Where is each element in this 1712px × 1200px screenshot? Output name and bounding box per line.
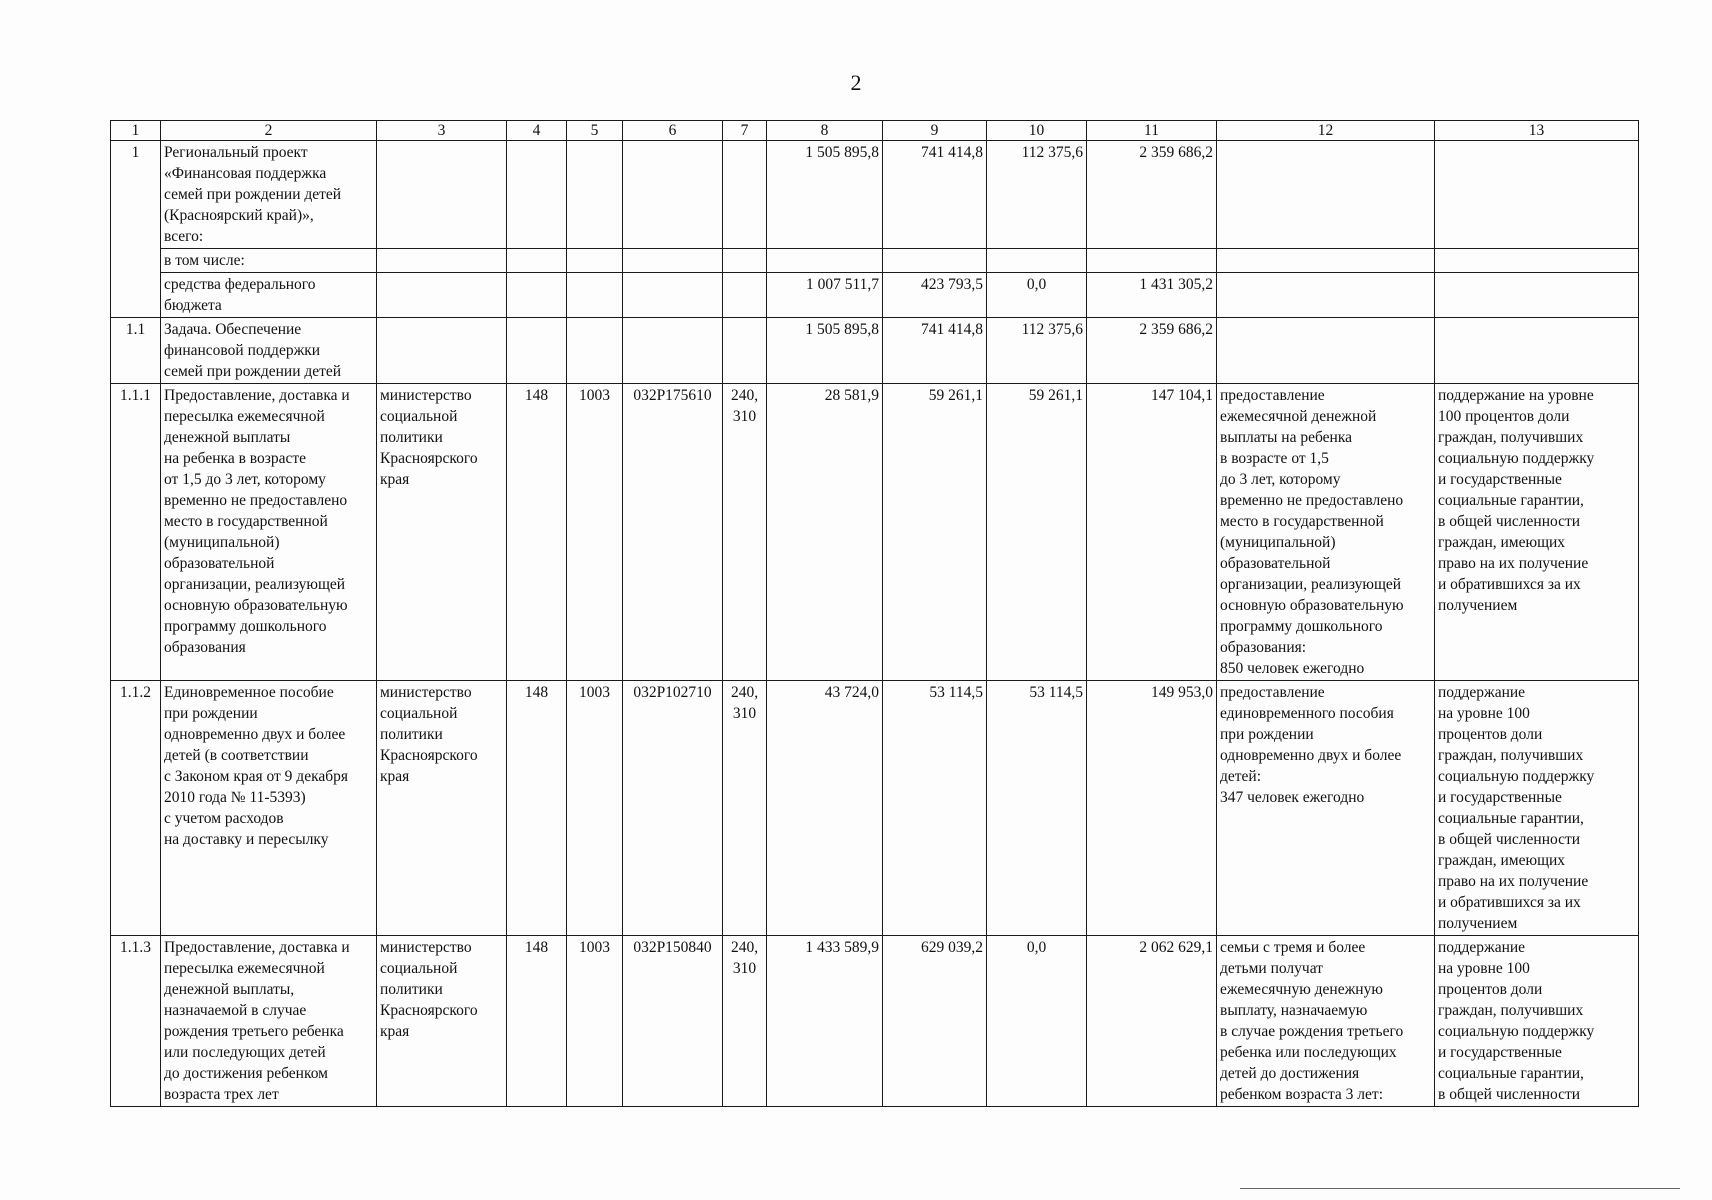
- table-row: [111, 318, 1639, 384]
- row-name: Задача. Обеспечение финансовой поддержки семей при рождении детей: [161, 318, 377, 384]
- row-indicator: поддержание на уровне 100 процентов доли граждан, получивших социальную поддержку и государственные социальные гарантии, в общей численности граждан, имеющих право на их получение и обратившихся за их получением: [1435, 681, 1639, 936]
- row-amount-2021: [883, 249, 987, 273]
- row-csr: 032Р175610: [623, 384, 723, 681]
- row-name: Предоставление, доставка и пересылка ежемесячной денежной выплаты на ребенка в возрасте от 1,5 до 3 лет, которому временно не предоставлено место в государственной (муниципальной) образовательной организации, реализующей основную образовательную программу дошкольного образования: [161, 384, 377, 681]
- row-indicator: [1435, 273, 1639, 318]
- row-ministry: министерство социальной политики Красноярского края: [377, 384, 507, 681]
- row-result: предоставление ежемесячной денежной выплаты на ребенка в возрасте от 1,5 до 3 лет, которому временно не предоставлено место в государственной (муниципальной) образовательной организации, реализующей основную образовательную программу дошкольного образования: 850 человек ежегодно: [1217, 384, 1435, 681]
- row-result: предоставление единовременного пособия при рождении одновременно двух и более детей: 347 человек ежегодно: [1217, 681, 1435, 936]
- row-amount-2021: 53 114,5: [883, 681, 987, 936]
- header-cell: 12: [1217, 121, 1435, 141]
- row-vr: [723, 141, 767, 249]
- row-csr: 032Р102710: [623, 681, 723, 936]
- table-row: [111, 936, 1639, 1107]
- row-amount-2020: 1 007 511,7: [767, 273, 883, 318]
- row-indicator: [1435, 141, 1639, 249]
- row-amount-2022: 0,0: [987, 936, 1087, 1107]
- row-amount-2022: 59 261,1: [987, 384, 1087, 681]
- row-amount-total: 1 431 305,2: [1087, 273, 1217, 318]
- header-cell: 11: [1087, 121, 1217, 141]
- row-grbs: [507, 273, 567, 318]
- row-vr: 240, 310: [723, 384, 767, 681]
- row-amount-2021: 59 261,1: [883, 384, 987, 681]
- row-amount-2020: 1 433 589,9: [767, 936, 883, 1107]
- row-indicator: [1435, 318, 1639, 384]
- row-number: 1.1.1: [111, 384, 161, 681]
- row-result: [1217, 318, 1435, 384]
- row-result: семьи с тремя и более детьми получат ежемесячную денежную выплату, назначаемую в случае рождения третьего ребенка или последующих детей до достижения ребенком возраста 3 лет:: [1217, 936, 1435, 1107]
- row-csr: [623, 318, 723, 384]
- header-cell: 1: [111, 121, 161, 141]
- row-vr: [723, 318, 767, 384]
- row-amount-2022: 112 375,6: [987, 141, 1087, 249]
- table-row: [111, 384, 1639, 681]
- table-row: [111, 273, 1639, 318]
- row-ministry: министерство социальной политики Красноярского края: [377, 936, 507, 1107]
- row-csr: [623, 249, 723, 273]
- row-indicator: поддержание на уровне 100 процентов доли граждан, получивших социальную поддержку и государственные социальные гарантии, в общей численности: [1435, 936, 1639, 1107]
- row-amount-2021: 629 039,2: [883, 936, 987, 1107]
- header-cell: 4: [507, 121, 567, 141]
- row-grbs: 148: [507, 936, 567, 1107]
- row-amount-2022: 0,0: [987, 273, 1087, 318]
- row-rzpr: 1003: [567, 681, 623, 936]
- row-rzpr: [567, 141, 623, 249]
- row-vr: [723, 273, 767, 318]
- table-row: [111, 249, 1639, 273]
- header-cell: 10: [987, 121, 1087, 141]
- row-amount-total: 2 359 686,2: [1087, 318, 1217, 384]
- row-amount-2022: [987, 249, 1087, 273]
- row-name: Региональный проект «Финансовая поддержка семей при рождении детей (Красноярский край)», всего:: [161, 141, 377, 249]
- row-amount-2021: 423 793,5: [883, 273, 987, 318]
- page-number: 2: [850, 70, 862, 95]
- row-csr: [623, 273, 723, 318]
- row-amount-2020: 43 724,0: [767, 681, 883, 936]
- row-amount-2022: 53 114,5: [987, 681, 1087, 936]
- row-ministry: министерство социальной политики Красноярского края: [377, 681, 507, 936]
- header-cell: 9: [883, 121, 987, 141]
- table-row: [111, 141, 1639, 249]
- row-rzpr: [567, 273, 623, 318]
- row-vr: 240, 310: [723, 681, 767, 936]
- row-grbs: [507, 249, 567, 273]
- header-cell: 13: [1435, 121, 1639, 141]
- header-cell: 8: [767, 121, 883, 141]
- row-name: Единовременное пособие при рождении одновременно двух и более детей (в соответствии с Законом края от 9 декабря 2010 года № 11-5393) с учетом расходов на доставку и пересылку: [161, 681, 377, 936]
- row-csr: 032Р150840: [623, 936, 723, 1107]
- row-grbs: [507, 141, 567, 249]
- table-row: [111, 681, 1639, 936]
- row-number: 1.1.3: [111, 936, 161, 1107]
- header-cell: 2: [161, 121, 377, 141]
- row-result: [1217, 141, 1435, 249]
- row-indicator: [1435, 249, 1639, 273]
- row-grbs: 148: [507, 681, 567, 936]
- row-amount-total: 149 953,0: [1087, 681, 1217, 936]
- row-grbs: [507, 318, 567, 384]
- row-indicator: поддержание на уровне 100 процентов доли граждан, получивших социальную поддержку и государственные социальные гарантии, в общей численности граждан, имеющих право на их получение и обратившихся за их получением: [1435, 384, 1639, 681]
- row-amount-2020: 1 505 895,8: [767, 141, 883, 249]
- header-cell: 5: [567, 121, 623, 141]
- row-amount-2020: 1 505 895,8: [767, 318, 883, 384]
- row-amount-2021: 741 414,8: [883, 141, 987, 249]
- program-table: [110, 120, 1639, 1107]
- row-number: 1: [111, 141, 161, 318]
- row-rzpr: 1003: [567, 384, 623, 681]
- header-cell: 3: [377, 121, 507, 141]
- header-cell: 7: [723, 121, 767, 141]
- row-result: [1217, 249, 1435, 273]
- row-name: в том числе:: [161, 249, 377, 273]
- row-vr: [723, 249, 767, 273]
- row-amount-2020: 28 581,9: [767, 384, 883, 681]
- row-csr: [623, 141, 723, 249]
- row-amount-total: 147 104,1: [1087, 384, 1217, 681]
- header-row: [111, 121, 1639, 141]
- footer-rule: [1240, 1188, 1680, 1189]
- row-amount-total: 2 062 629,1: [1087, 936, 1217, 1107]
- row-amount-2021: 741 414,8: [883, 318, 987, 384]
- row-amount-total: [1087, 249, 1217, 273]
- row-number: 1.1.2: [111, 681, 161, 936]
- row-amount-2020: [767, 249, 883, 273]
- row-ministry: [377, 249, 507, 273]
- row-rzpr: 1003: [567, 936, 623, 1107]
- row-amount-total: 2 359 686,2: [1087, 141, 1217, 249]
- row-name: средства федерального бюджета: [161, 273, 377, 318]
- row-ministry: [377, 141, 507, 249]
- row-name: Предоставление, доставка и пересылка ежемесячной денежной выплаты, назначаемой в случае рождения третьего ребенка или последующих детей до достижения ребенком возраста трех лет: [161, 936, 377, 1107]
- row-number: 1.1: [111, 318, 161, 384]
- row-ministry: [377, 273, 507, 318]
- row-amount-2022: 112 375,6: [987, 318, 1087, 384]
- row-rzpr: [567, 318, 623, 384]
- row-rzpr: [567, 249, 623, 273]
- row-grbs: 148: [507, 384, 567, 681]
- row-vr: 240, 310: [723, 936, 767, 1107]
- header-cell: 6: [623, 121, 723, 141]
- row-result: [1217, 273, 1435, 318]
- row-ministry: [377, 318, 507, 384]
